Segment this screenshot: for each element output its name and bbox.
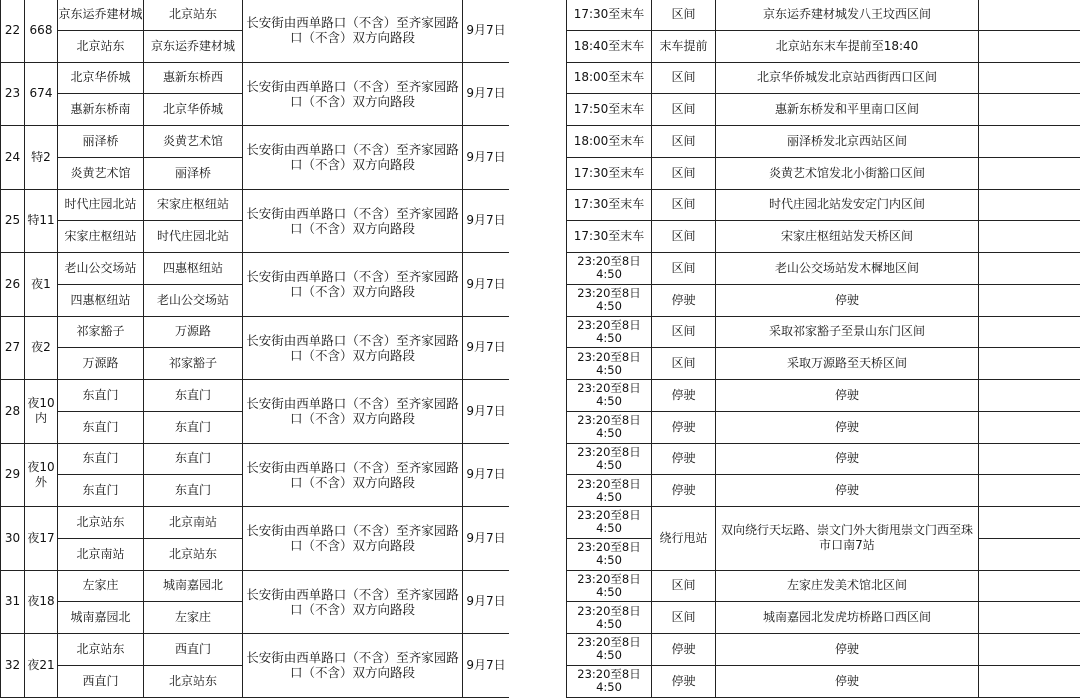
notes-cell [979,570,1080,602]
affected-section: 长安街由西单路口（不含）至齐家园路口（不含）双方向路段 [243,253,463,317]
terminal-stop: 北京站东 [144,0,243,30]
origin-stop: 丽泽桥 [58,126,144,158]
time-window: 23:20至8日4:50 [567,538,652,570]
adjustment-date: 9月7日 [463,189,510,253]
row-number: 30 [1,507,25,571]
table-row [1,189,510,221]
adjustment-mode: 区间 [652,570,716,602]
terminal-stop: 老山公交场站 [144,284,243,316]
origin-stop: 东直门 [58,475,144,507]
adjustment-detail: 停驶 [716,634,979,666]
adjustment-mode: 停驶 [652,475,716,507]
adjustment-mode: 停驶 [652,665,716,697]
affected-section: 长安街由西单路口（不含）至齐家园路口（不含）双方向路段 [243,443,463,507]
adjustment-date: 9月7日 [463,443,510,507]
table-row [567,284,1080,316]
table-row [567,253,1080,285]
terminal-stop: 西直门 [144,634,243,666]
route-name: 夜2 [25,316,58,380]
table-row [567,30,1080,62]
adjustment-mode: 区间 [652,189,716,221]
origin-stop: 老山公交场站 [58,253,144,285]
table-row [567,570,1080,602]
terminal-stop: 祁家豁子 [144,348,243,380]
adjustment-date: 9月7日 [463,126,510,190]
adjustment-detail: 停驶 [716,475,979,507]
adjustment-mode: 区间 [652,221,716,253]
table-row [1,443,510,475]
affected-routes-table [0,0,510,698]
adjustment-detail: 城南嘉园北发虎坊桥路口西区间 [716,602,979,634]
time-window: 23:20至8日4:50 [567,380,652,412]
table-row [567,62,1080,94]
time-window: 17:30至末车 [567,189,652,221]
notes-cell [979,0,1080,30]
adjustment-date: 9月7日 [463,0,510,62]
adjustment-detail: 北京华侨城发北京站西街西口区间 [716,62,979,94]
affected-section: 长安街由西单路口（不含）至齐家园路口（不含）双方向路段 [243,126,463,190]
terminal-stop: 惠新东桥西 [144,62,243,94]
notes-cell [979,475,1080,507]
terminal-stop: 北京站东 [144,665,243,697]
adjustment-detail: 采取祁家豁子至景山东门区间 [716,316,979,348]
adjustment-mode: 停驶 [652,284,716,316]
time-window: 23:20至8日4:50 [567,475,652,507]
notes-cell [979,665,1080,697]
notes-cell [979,602,1080,634]
adjustment-detail: 左家庄发美术馆北区间 [716,570,979,602]
table-row [567,157,1080,189]
affected-section: 长安街由西单路口（不含）至齐家园路口（不含）双方向路段 [243,316,463,380]
adjustment-detail: 停驶 [716,284,979,316]
origin-stop: 北京南站 [58,538,144,570]
notes-cell [979,443,1080,475]
adjustment-mode: 区间 [652,157,716,189]
time-window: 17:50至末车 [567,94,652,126]
notes-cell [979,380,1080,412]
adjustment-date: 9月7日 [463,380,510,444]
terminal-stop: 东直门 [144,475,243,507]
time-window: 18:40至末车 [567,30,652,62]
origin-stop: 北京站东 [58,30,144,62]
time-window: 23:20至8日4:50 [567,443,652,475]
adjustment-mode: 区间 [652,94,716,126]
time-window: 23:20至8日4:50 [567,348,652,380]
table-row [567,475,1080,507]
adjustment-detail: 炎黄艺术馆发北小街豁口区间 [716,157,979,189]
terminal-stop: 丽泽桥 [144,157,243,189]
origin-stop: 炎黄艺术馆 [58,157,144,189]
adjustment-detail: 老山公交场站发木樨地区间 [716,253,979,285]
origin-stop: 祁家豁子 [58,316,144,348]
time-window: 18:00至末车 [567,126,652,158]
time-window: 23:20至8日4:50 [567,316,652,348]
adjustment-mode: 区间 [652,0,716,30]
time-window: 23:20至8日4:50 [567,602,652,634]
table-row [1,507,510,539]
adjustment-mode: 区间 [652,316,716,348]
table-row [567,126,1080,158]
route-name: 夜1 [25,253,58,317]
table-row [567,380,1080,412]
table-row [567,189,1080,221]
row-number: 27 [1,316,25,380]
row-number: 25 [1,189,25,253]
adjustment-date: 9月7日 [463,570,510,634]
notes-cell [979,284,1080,316]
time-window: 23:20至8日4:50 [567,411,652,443]
notes-cell [979,221,1080,253]
adjustment-mode: 停驶 [652,411,716,443]
table-row [567,94,1080,126]
adjustment-detail: 停驶 [716,380,979,412]
row-number: 28 [1,380,25,444]
table-row [567,507,1080,539]
terminal-stop: 左家庄 [144,602,243,634]
notes-cell [979,538,1080,570]
time-window: 23:20至8日4:50 [567,507,652,539]
terminal-stop: 万源路 [144,316,243,348]
origin-stop: 东直门 [58,443,144,475]
terminal-stop: 四惠枢纽站 [144,253,243,285]
table-row [567,348,1080,380]
time-window: 17:30至末车 [567,221,652,253]
adjustment-detail: 惠新东桥发和平里南口区间 [716,94,979,126]
table-row [567,411,1080,443]
adjustment-detail: 双向绕行天坛路、崇文门外大街甩崇文门西至珠市口南7站 [716,507,979,571]
adjustment-detail: 时代庄园北站发安定门内区间 [716,189,979,221]
table-row [1,570,510,602]
terminal-stop: 京东运乔建材城 [144,30,243,62]
affected-section: 长安街由西单路口（不含）至齐家园路口（不含）双方向路段 [243,0,463,62]
table-row [567,665,1080,697]
notes-cell [979,189,1080,221]
origin-stop: 四惠枢纽站 [58,284,144,316]
affected-section: 长安街由西单路口（不含）至齐家园路口（不含）双方向路段 [243,62,463,126]
time-window: 23:20至8日4:50 [567,634,652,666]
terminal-stop: 东直门 [144,380,243,412]
row-number: 32 [1,634,25,698]
adjustment-mode: 区间 [652,602,716,634]
time-window: 23:20至8日4:50 [567,570,652,602]
adjustment-date: 9月7日 [463,507,510,571]
adjustment-mode: 末车提前 [652,30,716,62]
route-name: 668 [25,0,58,62]
origin-stop: 京东运乔建材城 [58,0,144,30]
adjustment-detail: 丽泽桥发北京西站区间 [716,126,979,158]
table-gap [509,0,566,698]
origin-stop: 时代庄园北站 [58,189,144,221]
affected-section: 长安街由西单路口（不含）至齐家园路口（不含）双方向路段 [243,189,463,253]
table-row [567,602,1080,634]
origin-stop: 惠新东桥南 [58,94,144,126]
adjustment-mode: 区间 [652,62,716,94]
time-window: 23:20至8日4:50 [567,665,652,697]
table-row [1,62,510,94]
adjustment-detail: 北京站东末车提前至18:40 [716,30,979,62]
route-name: 夜10内 [25,380,58,444]
notes-cell [979,62,1080,94]
time-window: 17:30至末车 [567,157,652,189]
route-name: 夜10外 [25,443,58,507]
table-row [567,443,1080,475]
time-window: 17:30至末车 [567,0,652,30]
terminal-stop: 北京华侨城 [144,94,243,126]
notes-cell [979,253,1080,285]
notes-cell [979,507,1080,539]
table-row [1,0,510,30]
terminal-stop: 北京站东 [144,538,243,570]
route-name: 夜21 [25,634,58,698]
adjustment-mode: 停驶 [652,380,716,412]
affected-section: 长安街由西单路口（不含）至齐家园路口（不含）双方向路段 [243,507,463,571]
table-row [567,0,1080,30]
notes-cell [979,94,1080,126]
adjustment-detail: 停驶 [716,665,979,697]
table-row [567,316,1080,348]
origin-stop: 左家庄 [58,570,144,602]
table-row [1,253,510,285]
notes-cell [979,30,1080,62]
affected-section: 长安街由西单路口（不含）至齐家园路口（不含）双方向路段 [243,380,463,444]
adjustment-date: 9月7日 [463,62,510,126]
time-window: 23:20至8日4:50 [567,253,652,285]
terminal-stop: 东直门 [144,443,243,475]
origin-stop: 西直门 [58,665,144,697]
terminal-stop: 炎黄艺术馆 [144,126,243,158]
origin-stop: 宋家庄枢纽站 [58,221,144,253]
adjustment-detail: 停驶 [716,411,979,443]
row-number: 23 [1,62,25,126]
adjustment-mode: 绕行甩站 [652,507,716,571]
terminal-stop: 宋家庄枢纽站 [144,189,243,221]
row-number: 22 [1,0,25,62]
table-row [567,221,1080,253]
adjustment-date: 9月7日 [463,316,510,380]
notes-cell [979,316,1080,348]
adjustment-date: 9月7日 [463,634,510,698]
adjustment-mode: 停驶 [652,443,716,475]
adjustment-detail: 采取万源路至天桥区间 [716,348,979,380]
adjustment-mode: 区间 [652,253,716,285]
row-number: 26 [1,253,25,317]
adjustment-detail: 停驶 [716,443,979,475]
origin-stop: 万源路 [58,348,144,380]
origin-stop: 北京华侨城 [58,62,144,94]
origin-stop: 城南嘉园北 [58,602,144,634]
adjustment-detail: 宋家庄枢纽站发天桥区间 [716,221,979,253]
time-window: 18:00至末车 [567,62,652,94]
row-number: 24 [1,126,25,190]
table-row [1,380,510,412]
table-row [1,316,510,348]
row-number: 29 [1,443,25,507]
adjustment-table [566,0,1080,698]
origin-stop: 东直门 [58,411,144,443]
terminal-stop: 时代庄园北站 [144,221,243,253]
table-row [1,126,510,158]
adjustment-mode: 区间 [652,126,716,158]
route-name: 夜18 [25,570,58,634]
adjustment-detail: 京东运乔建材城发八王坟西区间 [716,0,979,30]
notes-cell [979,157,1080,189]
route-name: 特2 [25,126,58,190]
terminal-stop: 北京南站 [144,507,243,539]
adjustment-mode: 区间 [652,348,716,380]
row-number: 31 [1,570,25,634]
terminal-stop: 东直门 [144,411,243,443]
notes-cell [979,348,1080,380]
notes-cell [979,126,1080,158]
route-name: 夜17 [25,507,58,571]
route-name: 特11 [25,189,58,253]
origin-stop: 北京站东 [58,634,144,666]
affected-section: 长安街由西单路口（不含）至齐家园路口（不含）双方向路段 [243,634,463,698]
origin-stop: 北京站东 [58,507,144,539]
table-row [567,634,1080,666]
origin-stop: 东直门 [58,380,144,412]
affected-section: 长安街由西单路口（不含）至齐家园路口（不含）双方向路段 [243,570,463,634]
adjustment-date: 9月7日 [463,253,510,317]
adjustment-mode: 停驶 [652,634,716,666]
terminal-stop: 城南嘉园北 [144,570,243,602]
table-row [1,634,510,666]
time-window: 23:20至8日4:50 [567,284,652,316]
notes-cell [979,411,1080,443]
notes-cell [979,634,1080,666]
route-name: 674 [25,62,58,126]
